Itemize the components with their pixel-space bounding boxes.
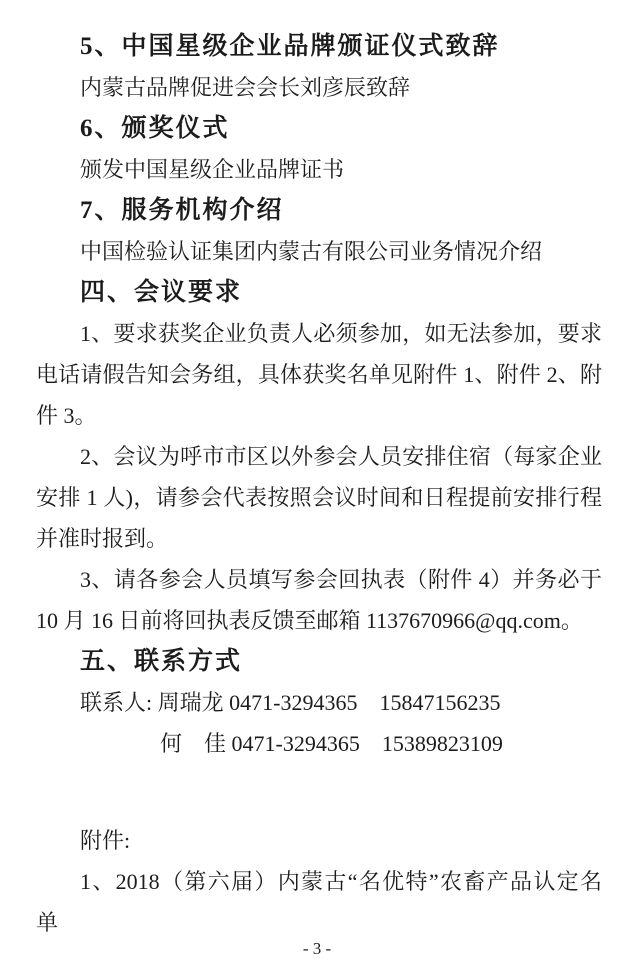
agenda-item-6-title: 6、颁奖仪式 xyxy=(80,115,230,142)
requirement-3-line-1: 3、请各参会人员填写参会回执表（附件 4）并务必于 xyxy=(80,567,602,592)
requirement-2-line-1: 2、会议为呼市市区以外参会人员安排住宿（每家企业 xyxy=(80,444,602,469)
attachment-1-line-1: 1、2018（第六届）内蒙古“名优特”农畜产品认定名 xyxy=(80,869,602,894)
agenda-item-5-desc: 内蒙古品牌促进会会长刘彦辰致辞 xyxy=(80,75,411,100)
spacer xyxy=(36,764,602,820)
requirement-2-line-3: 并准时报到。 xyxy=(36,526,169,551)
section-5-heading: 五、联系方式 xyxy=(80,647,243,675)
agenda-item-7-title: 7、服务机构介绍 xyxy=(80,197,284,224)
attachment-1-line-2: 单 xyxy=(36,910,59,935)
page-number: - 3 - xyxy=(302,939,332,958)
requirement-2-line-2: 安排 1 人)，请参会代表按照会议时间和日程提前安排行程 xyxy=(36,485,602,510)
contact-line-2: 何 佳 0471-3294365 15389823109 xyxy=(160,731,503,756)
agenda-item-6-desc: 颁发中国星级企业品牌证书 xyxy=(80,157,345,182)
agenda-item-5-title: 5、中国星级企业品牌颁证仪式致辞 xyxy=(80,33,500,60)
attachments-label: 附件: xyxy=(80,828,131,853)
requirement-3-line-2: 10 月 16 日前将回执表反馈至邮箱 1137670966@qq.com。 xyxy=(36,608,583,633)
contact-line-1: 联系人: 周瑞龙 0471-3294365 15847156235 xyxy=(80,690,501,715)
requirement-1-line-2: 电话请假告知会务组，具体获奖名单见附件 1、附件 2、附 xyxy=(36,362,602,387)
requirement-1-line-1: 1、要求获奖企业负责人必须参加，如无法参加，要求 xyxy=(80,321,602,346)
document-body xyxy=(36,26,602,943)
section-4-heading: 四、会议要求 xyxy=(80,278,243,306)
agenda-item-7-desc: 中国检验认证集团内蒙古有限公司业务情况介绍 xyxy=(80,239,543,264)
requirement-1-line-3: 件 3。 xyxy=(36,403,97,428)
